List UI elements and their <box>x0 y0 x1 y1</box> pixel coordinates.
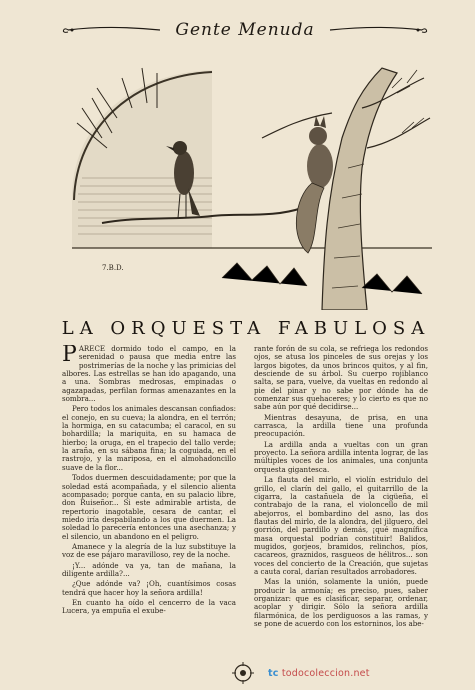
watermark-text: todocoleccion.net <box>281 668 370 679</box>
drop-cap: P <box>62 345 77 367</box>
paragraph: ¿Que adónde va? ¡Oh, cuantísimos cosas tendrá que hacer hoy la señora ardilla! <box>62 579 236 597</box>
paragraph: La ardilla anda a vueltas con un gran proyecto. La señora ardilla intenta lograr, de las múltiples voces de los animales, una conjunta orquesta gigantesca. <box>254 439 428 474</box>
paragraph: En cuanto ha oído el cencerro de la vaca Lucera, ya empuña el exube- <box>62 597 236 616</box>
watermark-logo-icon: tc <box>268 668 279 679</box>
paragraph: Todos duermen descuidadamente; por que la soledad está acompañada, y el silencio alienta acompasado; porque canta, en su palacio libre, don Ruiseñor... Si este admirable artista, de repertorio inagotable, cesara de cantar, el miedo iría despabilando a los que duermen. La soledad lo parecería entonces una asechanza; y el silencio, un abandono en el peligro. <box>62 473 236 541</box>
section-header <box>60 14 430 48</box>
flower-ornament-icon <box>230 660 256 686</box>
paragraph: Amanece y la alegría de la luz substituye la voz de ese pájaro maravilloso, rey de la noche. <box>62 541 236 560</box>
paragraph: La flauta del mirlo, el violín estridulo del grillo, el clarín del gallo, el guitarrillo de la cigarra, la castañuela de la cigüeña, el contrabajo de la rana, el violoncello de mil abejorros, el bombardino del asno, las dos flautas del mirlo, de la alondra, del jilguero, del gorrión, del pardillo y demás, ¡qué magnífica masa orquestal podrían constituir! Balidos, mugidos, gorjeos, bramidos, relinchos, píos, cacareos, graznidos, rasgueos de hélitros... son voces del concierto de la Creación, que sujetas a cauta coral, darían resultados arrobadores. <box>254 475 428 576</box>
article-title: LA ORQUESTA FABULOSA <box>61 318 431 339</box>
watermark <box>268 668 370 679</box>
paragraph: Mientras desayuna, de prisa, en una carrasca, la ardilla tiene una profunda preocupación. <box>254 412 428 439</box>
paragraph: Mas la unión, solamente la unión, puede producir la armonía; es preciso, pues, saber organizar: que es clasificar, separar, ordenar, acoplar y dirigir. Sólo la señora ardilla filarmónica, de los perdiguosos a las ramas, y se pone de acuerdo con los estorninos, los abe- <box>254 577 428 628</box>
paragraph: PARECE dormido todo el campo, en la serenidad o pausa que media entre las postrimerías de la noche y las primicias del albores. Las estrellas se han ido apagando, una a una. Sombras medrosas, empinadas o agazapadas, perfilan formas amenazantes en la sombra... <box>62 345 236 404</box>
article-column-left <box>62 345 236 670</box>
paragraph: Pero todos los animales descansan confiados: el conejo, en su cueva; la alondra, en el terrón; la hormiga, en su catacumba; el caracol, en su bohardilla; la mariquita, en su hamaca de hierbo; la oruga, en el trapecio del tallo verde; la araña, en su sábana fina; la coguiada, en el rastrojo, y la mariposa, en el almohadoncillo suave de la flor... <box>62 404 236 472</box>
paragraph: rante forón de su cola, se refriega los redondos ojos, se atusa los pinceles de sus orejas y los largos bigotes, da unos brincos quitos, y al fin, desciende de su árbol. Su cuerpo rojiblanco salta, se para, vuelve, da vueltas en redondo al pie del pinar y no sabe por dónde ha de comenzar sus quehaceres; y lo cierto es que no sabe aún por qué decidirse... <box>254 345 428 412</box>
tree-trunk <box>322 68 397 310</box>
article-column-right <box>254 345 428 670</box>
illustration-signature: 7.B.D. <box>102 264 124 272</box>
squirrel-bird-illustration <box>62 48 432 310</box>
paragraph: ¡Y... adónde va ya, tan de mañana, la diligente ardilla?... <box>62 560 236 578</box>
header-title: Gente Menuda <box>175 20 315 40</box>
